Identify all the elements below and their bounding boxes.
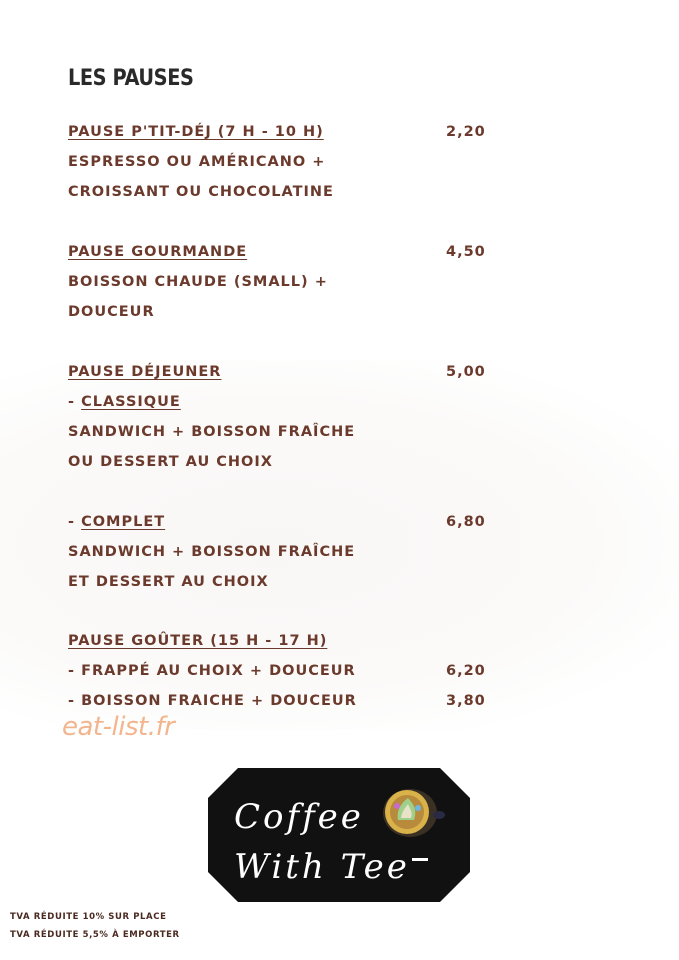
item-line: SANDWICH + BOISSON FRAÎCHE (68, 544, 356, 560)
footer-vat-on-site: TVA RÉDUITE 10% SUR PLACE (10, 912, 167, 922)
logo-line-2: With Tee (234, 847, 410, 887)
watermark-text: eat-list.fr (62, 712, 175, 742)
price-complet: 6,80 (446, 514, 486, 530)
logo-line-1: Coffee (234, 797, 364, 837)
price-ptit-dej: 2,20 (446, 124, 486, 140)
sub-label-complet: COMPLET (81, 514, 166, 530)
coffee-with-tee-logo (208, 768, 470, 902)
item-line: BOISSON CHAUDE (SMALL) + (68, 274, 328, 290)
item-line: CROISSANT OU CHOCOLATINE (68, 184, 334, 200)
price-gourmande: 4,50 (446, 244, 486, 260)
price-boisson-fraiche: 3,80 (446, 693, 486, 709)
item-line: SANDWICH + BOISSON FRAÎCHE (68, 424, 356, 440)
section-heading-gourmande: PAUSE GOURMANDE (68, 244, 248, 260)
item-line: ET DESSERT AU CHOIX (68, 574, 269, 590)
item-line: ESPRESSO OU AMÉRICANO + (68, 154, 326, 170)
item-line: - FRAPPÉ AU CHOIX + DOUCEUR (68, 663, 356, 679)
section-heading-ptit-dej: PAUSE P'TIT-DÉJ (7 H - 10 H) (68, 124, 324, 140)
item-line: - BOISSON FRAICHE + DOUCEUR (68, 693, 357, 709)
sub-heading-complet (68, 514, 165, 530)
sub-heading-classique (68, 394, 181, 410)
page-title: LES PAUSES (68, 66, 194, 91)
sub-label-classique: CLASSIQUE (81, 394, 181, 410)
section-heading-dejeuner: PAUSE DÉJEUNER (68, 364, 222, 380)
item-line: OU DESSERT AU CHOIX (68, 454, 273, 470)
sub-prefix: - (68, 514, 82, 530)
footer-vat-takeaway: TVA RÉDUITE 5,5% À EMPORTER (10, 930, 180, 940)
price-frappe: 6,20 (446, 663, 486, 679)
item-line: DOUCEUR (68, 304, 155, 320)
section-heading-gouter: PAUSE GOÛTER (15 H - 17 H) (68, 633, 328, 649)
price-dejeuner: 5,00 (446, 364, 486, 380)
sub-prefix: - (68, 394, 82, 410)
